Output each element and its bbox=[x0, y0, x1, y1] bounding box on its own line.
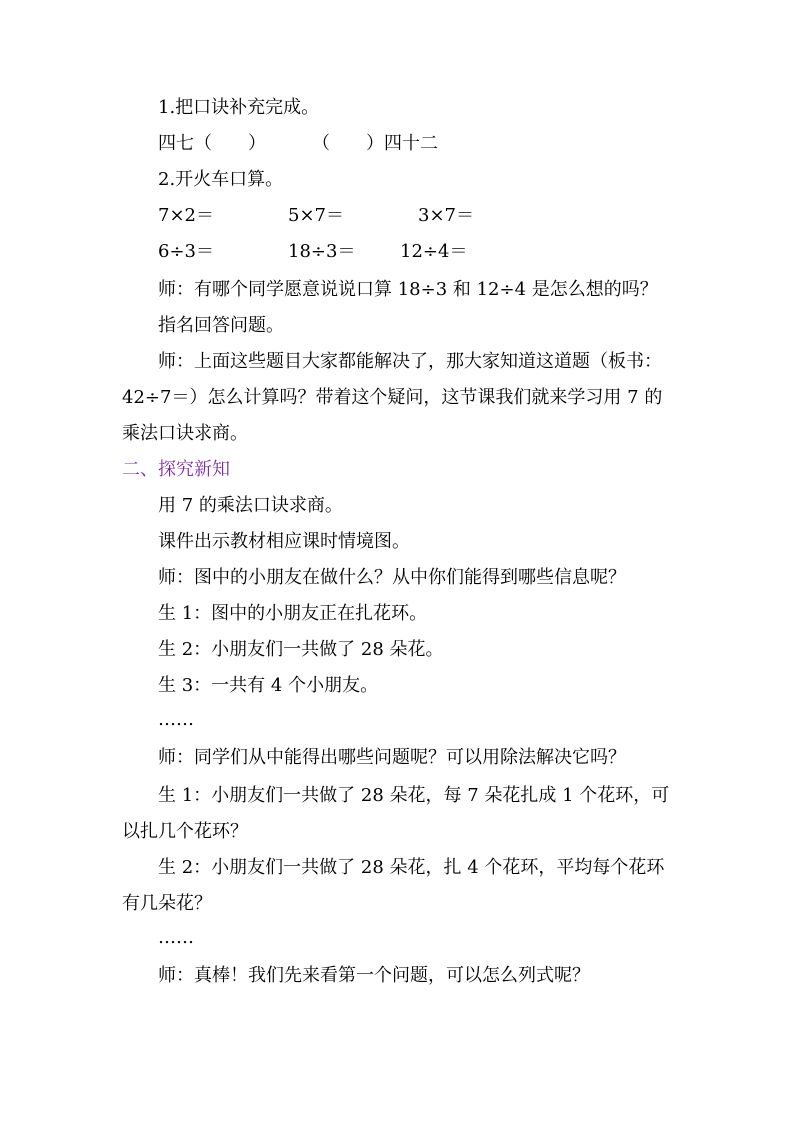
student-question-1a: 生 1：小朋友们一共做了 28 朵花，每 7 朵花扎成 1 个花环，可 bbox=[158, 785, 670, 806]
teacher-question-3: 师：同学们从中能得出哪些问题呢？可以用除法解决它吗？ bbox=[158, 747, 626, 768]
teacher-text-1b: 42÷7＝）怎么计算吗？带着这个疑问，这节课我们就来学习用 7 的 bbox=[122, 387, 663, 408]
fill-blank-2: （ ）四十二 bbox=[312, 133, 438, 154]
student-answer-3: 生 3：一共有 4 个小朋友。 bbox=[158, 675, 379, 696]
student-answer-1: 生 1：图中的小朋友正在扎花环。 bbox=[158, 603, 428, 624]
exercise-1-title: 1.把口诀补充完成。 bbox=[158, 97, 320, 118]
instruction-1: 指名回答问题。 bbox=[158, 315, 284, 336]
ellipsis-1: …… bbox=[158, 709, 194, 730]
teacher-question-2: 师：图中的小朋友在做什么？从中你们能得到哪些信息呢？ bbox=[158, 567, 626, 588]
calc-3: 3×7＝ bbox=[418, 205, 474, 226]
student-question-2a: 生 2：小朋友们一共做了 28 朵花，扎 4 个花环，平均每个花环 bbox=[158, 857, 665, 878]
student-question-2b: 有几朵花？ bbox=[122, 893, 212, 914]
student-question-1b: 以扎几个花环？ bbox=[122, 821, 248, 842]
exercise-2-title: 2.开火车口算。 bbox=[158, 169, 284, 190]
calc-1: 7×2＝ bbox=[158, 205, 214, 226]
teacher-text-2: 师：真棒！我们先来看第一个问题，可以怎么列式呢？ bbox=[158, 965, 590, 986]
calc-4: 6÷3＝ bbox=[158, 241, 214, 262]
courseware-line: 课件出示教材相应课时情境图。 bbox=[158, 531, 410, 552]
teacher-text-1a: 师：上面这些题目大家都能解决了，那大家知道这道题（板书： bbox=[158, 351, 662, 372]
topic-line: 用 7 的乘法口诀求商。 bbox=[158, 495, 343, 516]
calc-2: 5×7＝ bbox=[288, 205, 344, 226]
section-heading: 二、探究新知 bbox=[122, 459, 230, 480]
ellipsis-2: …… bbox=[158, 927, 194, 948]
student-answer-2: 生 2：小朋友们一共做了 28 朵花。 bbox=[158, 639, 444, 660]
fill-blank-1: 四七（ ） bbox=[158, 133, 266, 154]
calc-6: 12÷4＝ bbox=[400, 241, 468, 262]
calc-5: 18÷3＝ bbox=[288, 241, 356, 262]
teacher-text-1c: 乘法口诀求商。 bbox=[122, 423, 248, 444]
teacher-question-1: 师：有哪个同学愿意说说口算 18÷3 和 12÷4 是怎么想的吗？ bbox=[158, 279, 658, 300]
